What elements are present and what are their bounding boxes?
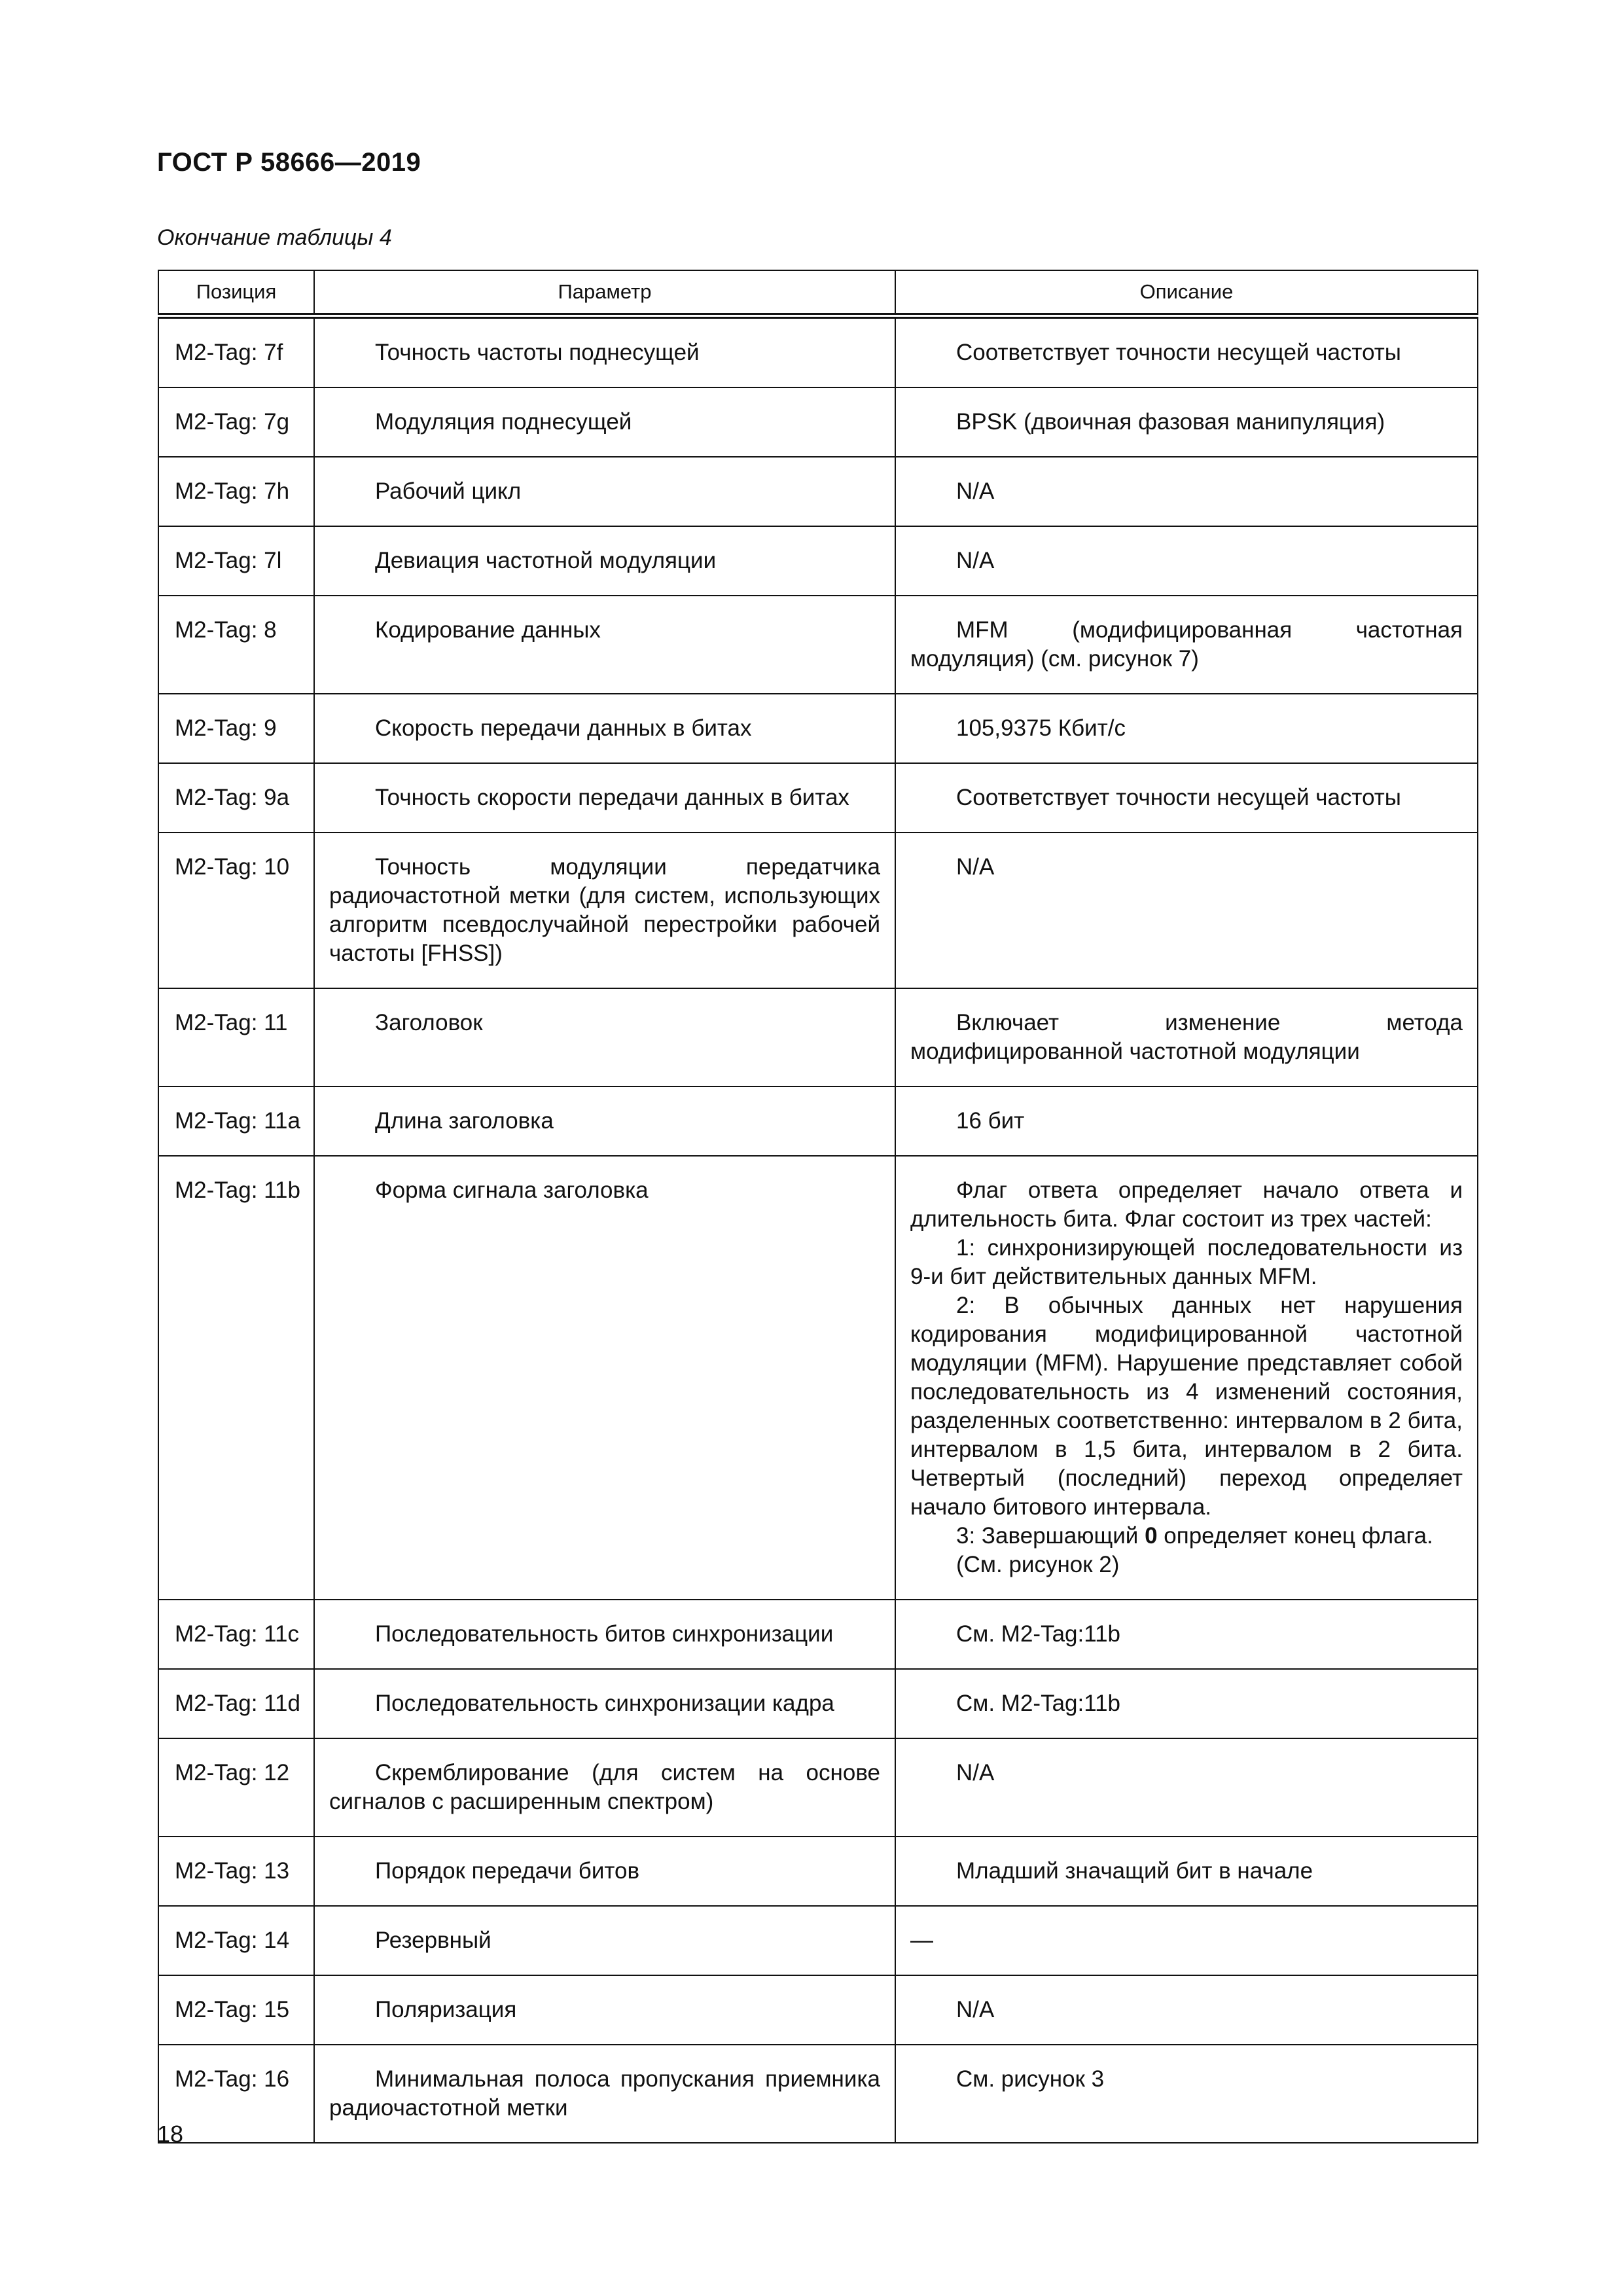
table-row — [158, 457, 1478, 526]
page-number: 18 — [157, 2121, 184, 2147]
cell-parameter: Форма сигнала заголовка — [314, 1156, 895, 1600]
cell-parameter: Последовательность битов синхронизации — [314, 1600, 895, 1669]
em-dash: — — [910, 1928, 933, 1953]
cell-description: N/A — [895, 526, 1478, 596]
cell-position: M2-Tag: 13 — [158, 1837, 314, 1906]
cell-parameter: Поляризация — [314, 1975, 895, 2045]
cell-position: M2-Tag: 15 — [158, 1975, 314, 2045]
table-row — [158, 1975, 1478, 2045]
table-row — [158, 1156, 1478, 1600]
cell-parameter: Резервный — [314, 1906, 895, 1975]
cell-parameter: Заголовок — [314, 988, 895, 1086]
table-row — [158, 316, 1478, 388]
table-row — [158, 988, 1478, 1086]
table-row — [158, 1906, 1478, 1975]
cell-position: M2-Tag: 11a — [158, 1086, 314, 1156]
cell-position: M2-Tag: 11c — [158, 1600, 314, 1669]
cell-position: M2-Tag: 7f — [158, 316, 314, 388]
column-header-parameter: Параметр — [314, 270, 895, 316]
cell-position: M2-Tag: 7g — [158, 387, 314, 457]
table-row — [158, 1600, 1478, 1669]
cell-description — [895, 1906, 1478, 1975]
cell-position: M2-Tag: 12 — [158, 1738, 314, 1837]
cell-position: M2-Tag: 9a — [158, 763, 314, 833]
cell-description: Включает изменение метода модифицированной частотной модуляции — [895, 988, 1478, 1086]
cell-description: См. рисунок 3 — [895, 2045, 1478, 2143]
cell-description: 105,9375 Кбит/с — [895, 694, 1478, 763]
table-row — [158, 763, 1478, 833]
bold-zero: 0 — [1145, 1523, 1158, 1549]
table-header-row — [158, 270, 1478, 316]
cell-description: N/A — [895, 1738, 1478, 1837]
cell-position: M2-Tag: 8 — [158, 596, 314, 694]
column-header-position: Позиция — [158, 270, 314, 316]
cell-parameter: Скорость передачи данных в битах — [314, 694, 895, 763]
cell-parameter: Порядок передачи битов — [314, 1837, 895, 1906]
column-header-description: Описание — [895, 270, 1478, 316]
cell-description: Соответствует точности несущей частоты — [895, 763, 1478, 833]
cell-parameter: Рабочий цикл — [314, 457, 895, 526]
table-row — [158, 1669, 1478, 1738]
cell-position: M2-Tag: 7h — [158, 457, 314, 526]
cell-description: N/A — [895, 833, 1478, 988]
cell-description: N/A — [895, 457, 1478, 526]
cell-description: Флаг ответа определяет начало ответа и длительность бита. Флаг состоит из трех частей: 1: синхронизирующей последовательности из 9-и бит действительных данных MFM. 2: В обычных данных нет нарушения кодирования модифицированной частотной модуляции (MFM). Нарушение представляет собой последовательность из 4 изменений состояния, разделенных соответственно: интервалом в 2 бита, интервалом в 1,5 бита, интервалом в 2 бита. Четвертый (последний) переход определяет начало битового интервала. 3: Завершающий 0 определяет конец флага. (См. рисунок 2) — [895, 1156, 1478, 1600]
spec-table — [158, 270, 1478, 2144]
cell-parameter: Кодирование данных — [314, 596, 895, 694]
cell-parameter: Точность частоты поднесущей — [314, 316, 895, 388]
document-header: ГОСТ Р 58666—2019 — [157, 148, 421, 177]
table-row — [158, 526, 1478, 596]
cell-description: Соответствует точности несущей частоты — [895, 316, 1478, 388]
cell-parameter: Длина заголовка — [314, 1086, 895, 1156]
cell-description: BPSK (двоичная фазовая манипуляция) — [895, 387, 1478, 457]
table-row — [158, 1086, 1478, 1156]
cell-position: M2-Tag: 16 — [158, 2045, 314, 2143]
cell-parameter: Минимальная полоса пропускания приемника радиочастотной метки — [314, 2045, 895, 2143]
cell-description: 16 бит — [895, 1086, 1478, 1156]
table-row — [158, 694, 1478, 763]
table-row — [158, 1738, 1478, 1837]
cell-position: M2-Tag: 9 — [158, 694, 314, 763]
table-row — [158, 596, 1478, 694]
table-row — [158, 833, 1478, 988]
table-row — [158, 2045, 1478, 2143]
cell-position: M2-Tag: 11b — [158, 1156, 314, 1600]
cell-position: M2-Tag: 7l — [158, 526, 314, 596]
table-row — [158, 1837, 1478, 1906]
cell-parameter: Точность модуляции передатчика радиочастотной метки (для систем, использующих алгоритм псевдослучайной перестройки рабочей частоты [FHSS]) — [314, 833, 895, 988]
table-row — [158, 387, 1478, 457]
cell-description: Младший значащий бит в начале — [895, 1837, 1478, 1906]
cell-parameter: Девиация частотной модуляции — [314, 526, 895, 596]
cell-position: M2-Tag: 11d — [158, 1669, 314, 1738]
cell-description: См. M2-Tag:11b — [895, 1669, 1478, 1738]
cell-description: MFM (модифицированная частотная модуляция) (см. рисунок 7) — [895, 596, 1478, 694]
cell-parameter: Точность скорости передачи данных в битах — [314, 763, 895, 833]
cell-description: См. M2-Tag:11b — [895, 1600, 1478, 1669]
cell-position: M2-Tag: 11 — [158, 988, 314, 1086]
cell-parameter: Последовательность синхронизации кадра — [314, 1669, 895, 1738]
table-caption: Окончание таблицы 4 — [157, 225, 392, 250]
cell-parameter: Скремблирование (для систем на основе сигналов с расширенным спектром) — [314, 1738, 895, 1837]
cell-position: M2-Tag: 10 — [158, 833, 314, 988]
cell-position: M2-Tag: 14 — [158, 1906, 314, 1975]
cell-parameter: Модуляция поднесущей — [314, 387, 895, 457]
cell-description: N/A — [895, 1975, 1478, 2045]
